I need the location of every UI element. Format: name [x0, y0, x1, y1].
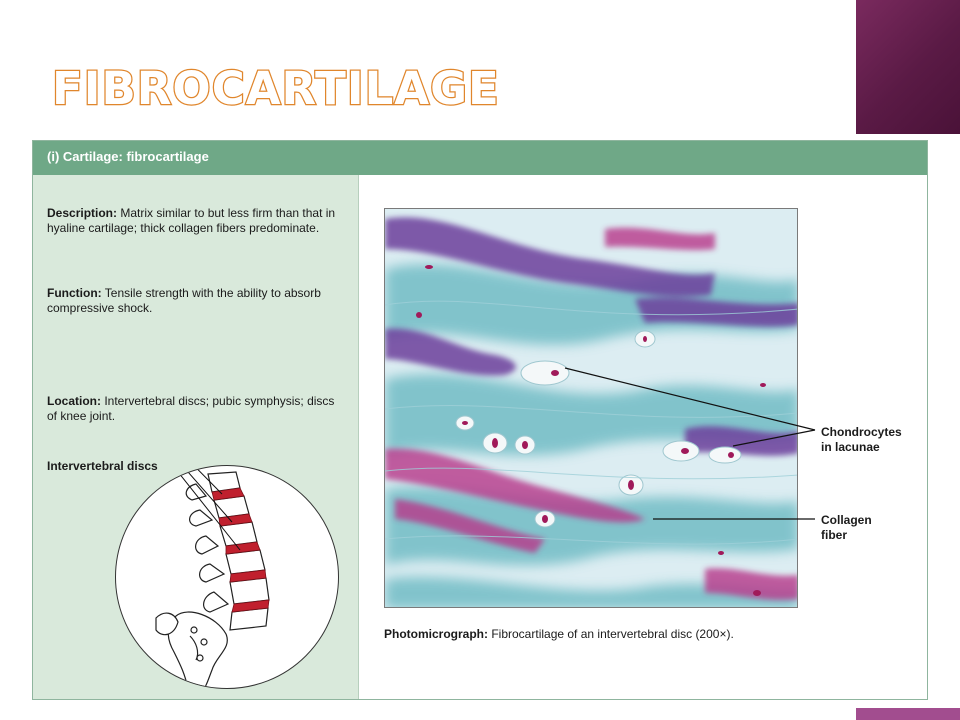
callout-leader-lines [33, 141, 929, 701]
corner-decoration-top [856, 0, 960, 134]
function-text: Tensile strength with the ability to absorb compressive shock. [47, 286, 321, 315]
chondrocytes-callout [821, 425, 902, 455]
description-label: Description: [47, 206, 118, 220]
chondrocytes-callout-line1: Chondrocytes [821, 425, 902, 439]
collagen-callout-line1: Collagen [821, 513, 872, 527]
location-label: Location: [47, 394, 101, 408]
location-text: Intervertebral discs; pubic symphysis; discs of knee joint. [47, 394, 335, 423]
figure-header-label: (i) Cartilage: fibrocartilage [47, 149, 209, 164]
intervertebral-discs-label: Intervertebral discs [47, 459, 158, 473]
slide-title: FIBROCARTILAGE [52, 62, 500, 115]
caption-text: Fibrocartilage of an intervertebral disc (200×). [491, 627, 734, 641]
textbook-figure [32, 140, 928, 700]
chondrocytes-callout-line2: in lacunae [821, 440, 880, 454]
photomicrograph-caption [384, 627, 804, 642]
function-label: Function: [47, 286, 102, 300]
collagen-callout [821, 513, 872, 543]
collagen-callout-line2: fiber [821, 528, 848, 542]
caption-label: Photomicrograph: [384, 627, 488, 641]
description-text: Matrix similar to but less firm than that in hyaline cartilage; thick collagen fibers predominate. [47, 206, 336, 235]
corner-decoration-bottom [856, 708, 960, 720]
